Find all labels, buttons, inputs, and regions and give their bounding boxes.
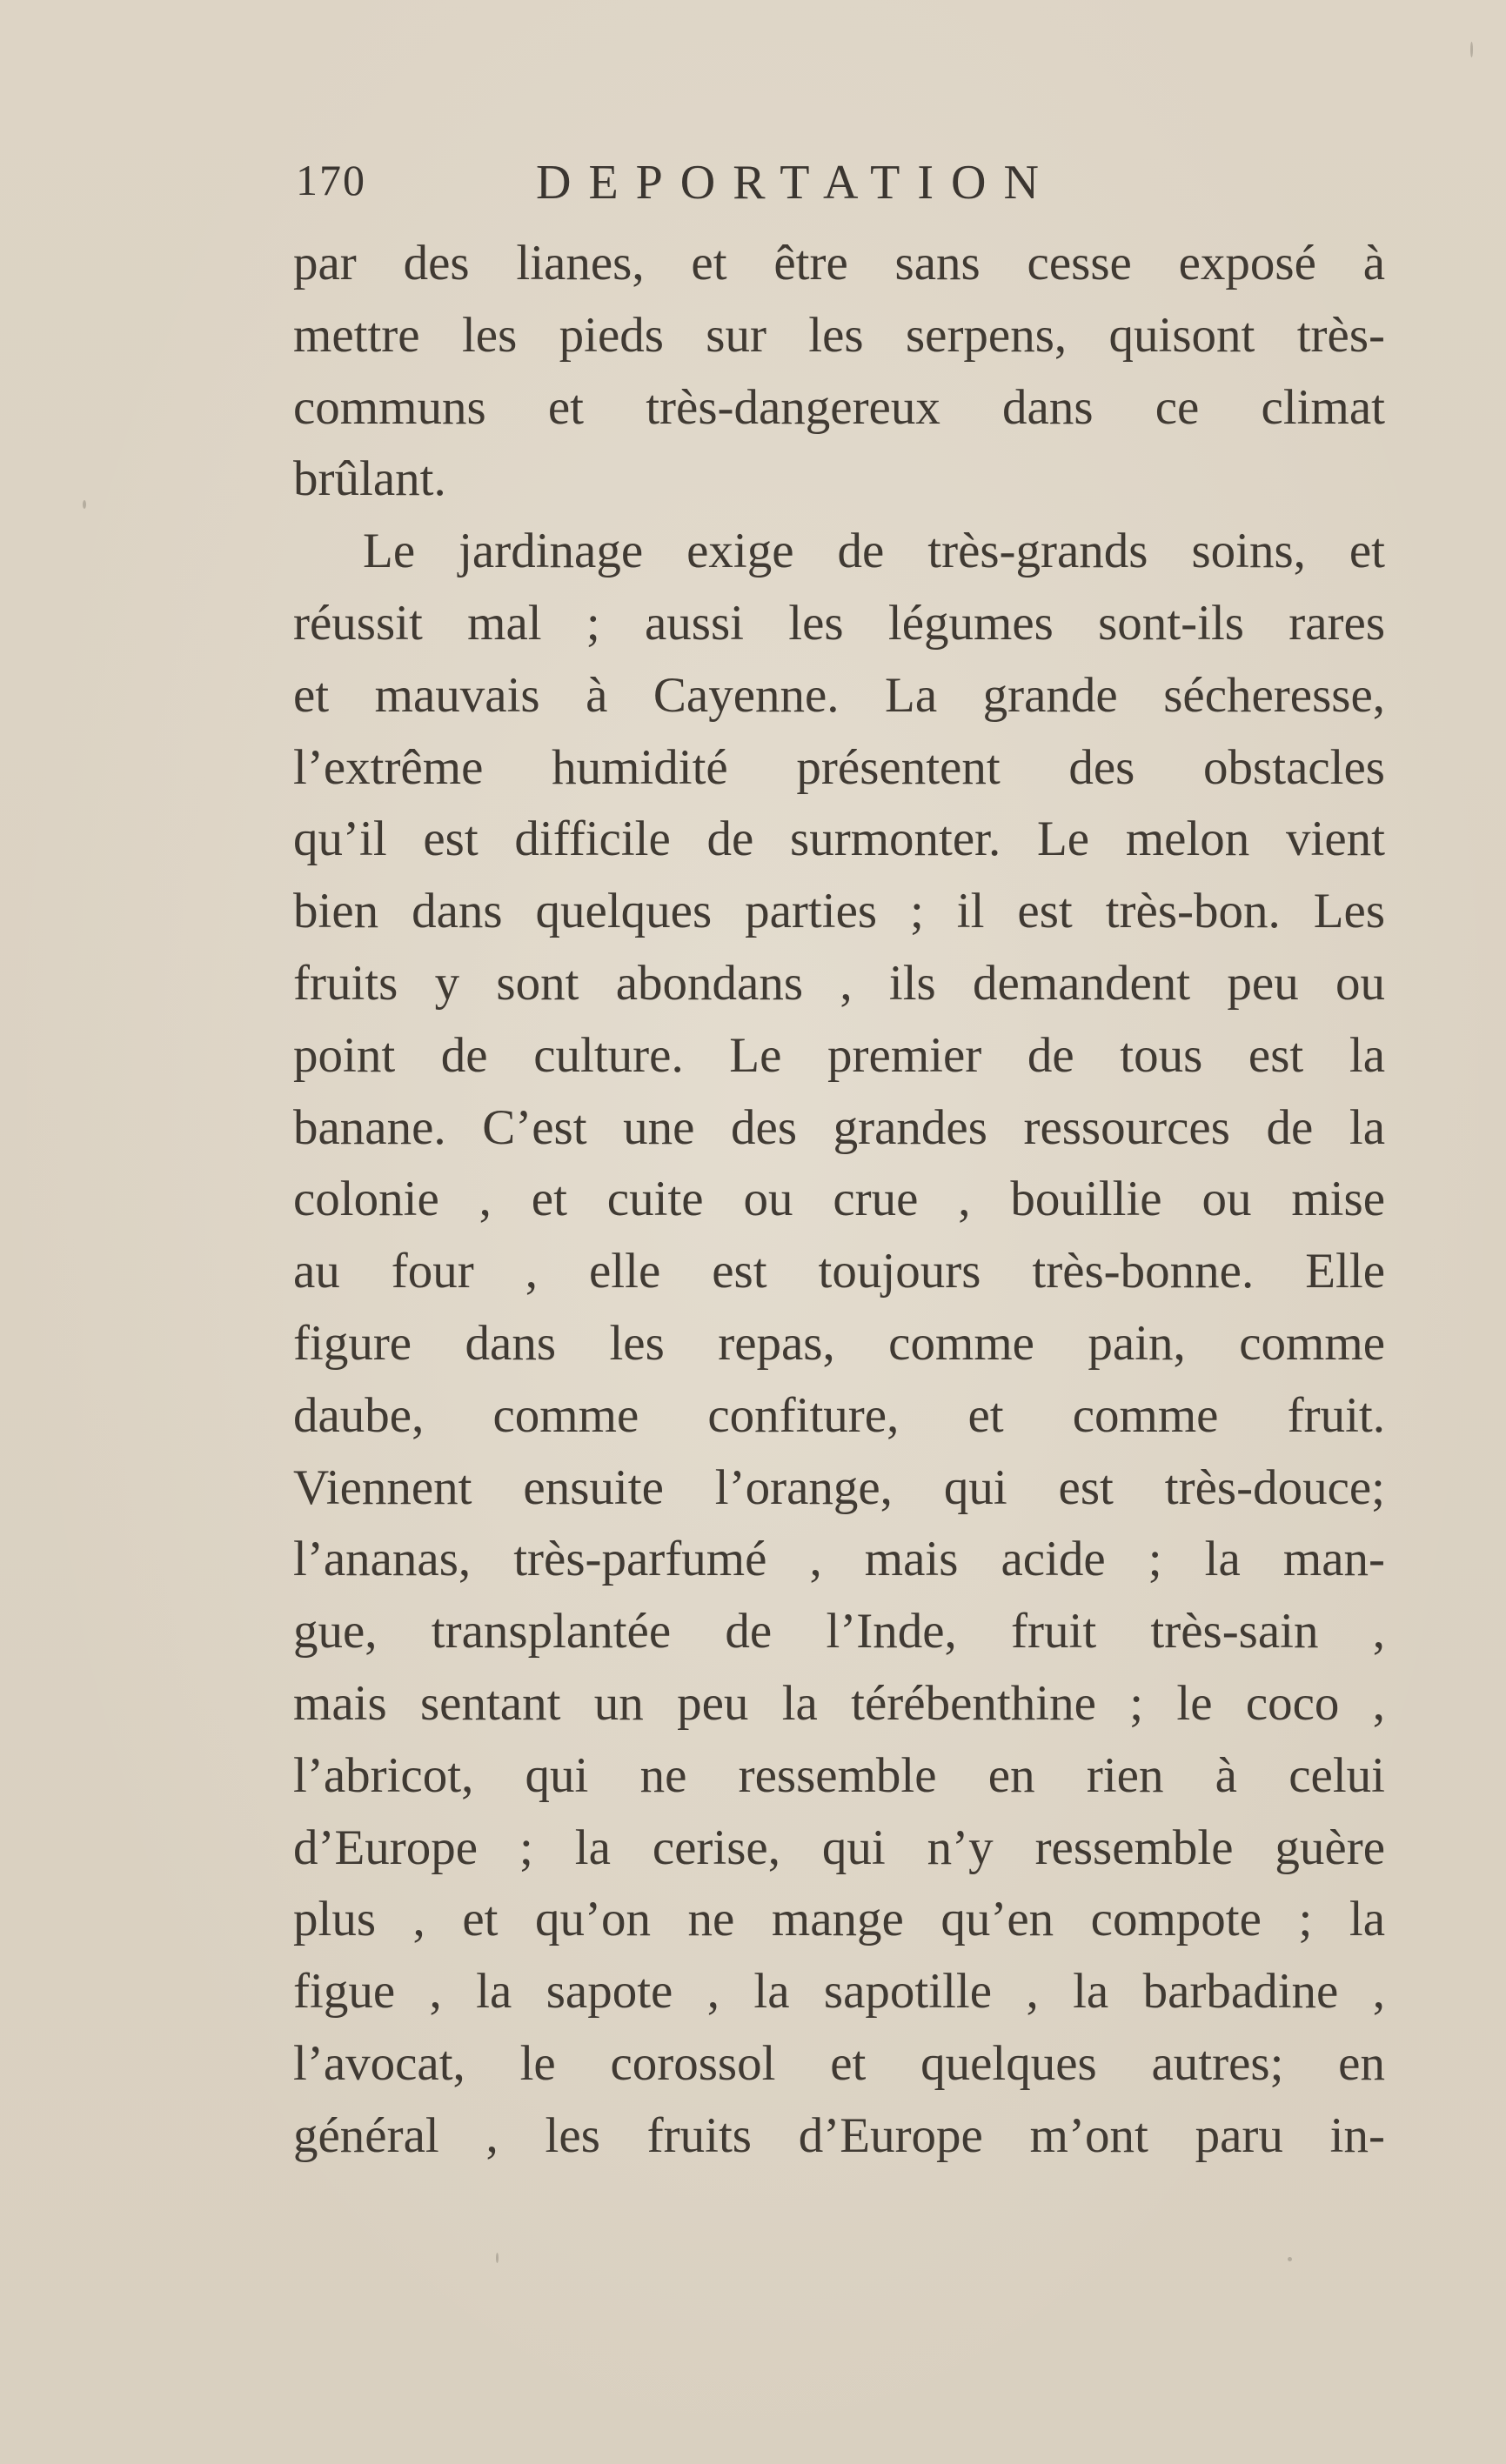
paper-speck xyxy=(1288,2257,1292,2261)
text-line: mettre les pieds sur les serpens, quisont très- xyxy=(293,307,1385,363)
text-line: point de culture. Le premier de tous est la xyxy=(293,1027,1385,1083)
page-number: 170 xyxy=(296,156,366,204)
text-line: l’avocat, le corossol et quelques autres; en xyxy=(293,2035,1385,2091)
text-line: d’Europe ; la cerise, qui n’y ressemble guère xyxy=(293,1820,1385,1875)
text-line: Le jardinage exige de très-grands soins, et xyxy=(363,524,1385,579)
text-line: l’ananas, très-parfumé , mais acide ; la man- xyxy=(293,1532,1385,1587)
text-line: et mauvais à Cayenne. La grande sécheresse, xyxy=(293,667,1385,723)
text-line: figure dans les repas, comme pain, comme xyxy=(293,1315,1385,1371)
text-line: communs et très-dangereux dans ce climat xyxy=(293,379,1385,435)
text-line: Viennent ensuite l’orange, qui est très-douce; xyxy=(293,1459,1385,1515)
paper-speck xyxy=(83,500,86,509)
text-line: banane. C’est une des grandes ressources de la xyxy=(293,1099,1385,1155)
paper-speck xyxy=(1470,42,1473,57)
text-line: l’abricot, qui ne ressemble en rien à celui xyxy=(293,1747,1385,1803)
text-line: réussit mal ; aussi les légumes sont-ils rares xyxy=(293,595,1385,651)
text-line: général , les fruits d’Europe m’ont paru in- xyxy=(293,2107,1385,2163)
text-line: colonie , et cuite ou crue , bouillie ou mise xyxy=(293,1172,1385,1227)
body-text xyxy=(293,228,1385,2173)
paper-speck xyxy=(496,2253,499,2263)
text-line: gue, transplantée de l’Inde, fruit très-sain , xyxy=(293,1604,1385,1659)
text-line: fruits y sont abondans , ils demandent peu ou xyxy=(293,955,1385,1011)
text-line: au four , elle est toujours très-bonne. Elle xyxy=(293,1244,1385,1299)
text-line: daube, comme confiture, et comme fruit. xyxy=(293,1387,1385,1443)
text-line: figue , la sapote , la sapotille , la barbadine , xyxy=(293,1964,1385,2020)
text-line: mais sentant un peu la térébenthine ; le coco , xyxy=(293,1675,1385,1731)
running-title: DEPORTATION xyxy=(536,156,1056,210)
text-line: brûlant. xyxy=(293,451,446,507)
text-line: qu’il est difficile de surmonter. Le melon vient xyxy=(293,811,1385,867)
text-line: plus , et qu’on ne mange qu’en compote ; la xyxy=(293,1892,1385,1947)
text-line: l’extrême humidité présentent des obstacles xyxy=(293,739,1385,795)
running-head xyxy=(296,155,1166,224)
text-line: bien dans quelques parties ; il est très-bon. Les xyxy=(293,884,1385,939)
text-line: par des lianes, et être sans cesse exposé à xyxy=(293,236,1385,290)
